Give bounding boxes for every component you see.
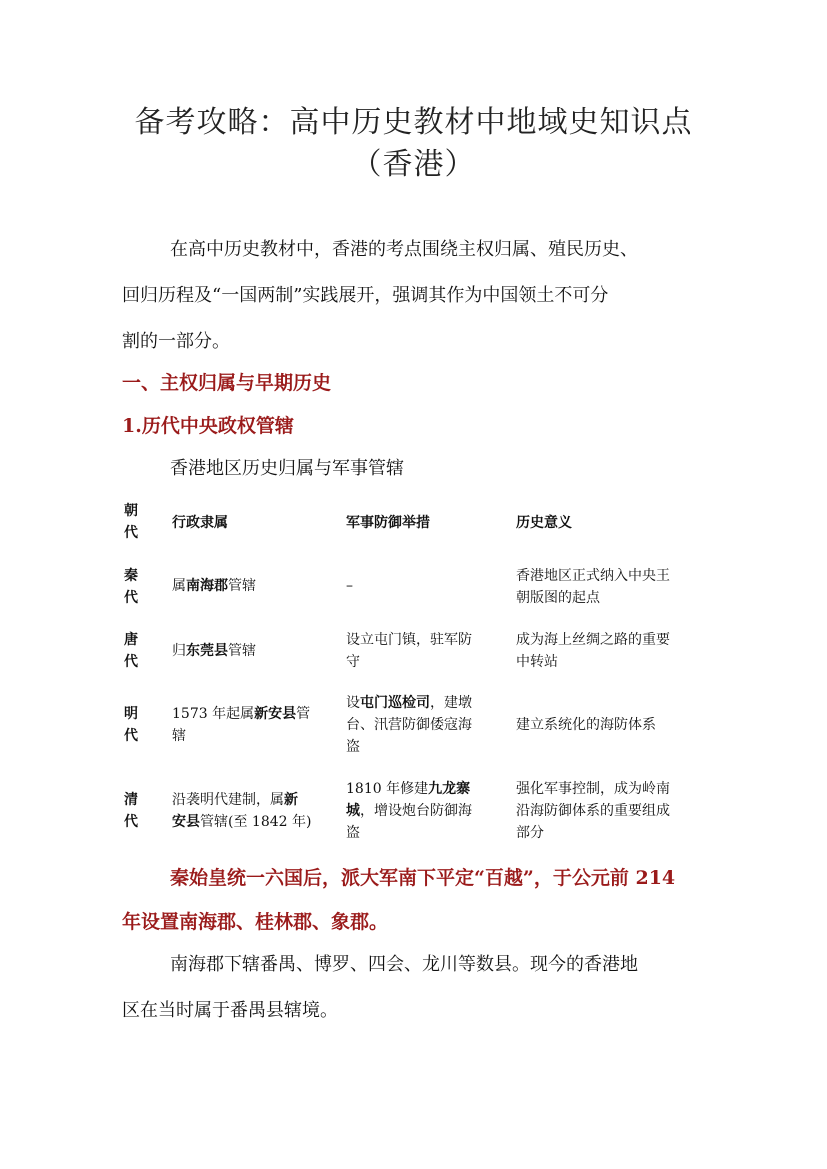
intro-line-2: 回归历程及“一国两制”实践展开，强调其作为中国领土不可分 bbox=[122, 285, 609, 306]
header-dynasty-1: 朝 bbox=[124, 503, 138, 519]
row-significance: 成为海上丝绸之路的重要 中转站 bbox=[516, 632, 670, 670]
document-title: 备考攻略：高中历史教材中地域史知识点 bbox=[134, 105, 693, 140]
row-admin: 沿袭明代建制，属新 安县管辖(至 1842 年) bbox=[172, 792, 312, 830]
row-military: – bbox=[346, 578, 353, 594]
row-admin: 归东莞县管辖 bbox=[172, 643, 256, 659]
header-admin: 行政隶属 bbox=[172, 515, 228, 531]
header-military: 军事防御举措 bbox=[346, 515, 430, 531]
intro-line-1: 在高中历史教材中，香港的考点围绕主权归属、殖民历史、 bbox=[170, 239, 638, 260]
closing-line-2: 区在当时属于番禺县辖境。 bbox=[122, 1000, 338, 1021]
highlight-line-2: 年设置南海郡、桂林郡、象郡。 bbox=[122, 911, 389, 933]
subsection-heading: 1.历代中央政权管辖 bbox=[122, 415, 294, 437]
section-heading: 一、主权归属与早期历史 bbox=[122, 372, 332, 394]
closing-line-1: 南海郡下辖番禺、博罗、四会、龙川等数县。现今的香港地 bbox=[170, 954, 638, 975]
row-admin: 1573 年起属新安县管 辖 bbox=[172, 706, 311, 744]
row-dynasty-2: 代 bbox=[124, 728, 138, 744]
row-significance: 强化军事控制，成为岭南 沿海防御体系的重要组成 部分 bbox=[516, 781, 670, 841]
document-subtitle: （香港） bbox=[351, 147, 476, 182]
header-significance: 历史意义 bbox=[516, 515, 572, 531]
header-dynasty-2: 代 bbox=[124, 525, 138, 541]
row-military: 设立屯门镇，驻军防 守 bbox=[346, 632, 472, 670]
row-dynasty-1: 唐 bbox=[124, 632, 138, 648]
row-dynasty-1: 清 bbox=[124, 792, 138, 808]
row-admin: 属南海郡管辖 bbox=[172, 578, 256, 594]
row-significance: 建立系统化的海防体系 bbox=[516, 717, 656, 733]
table-caption: 香港地区历史归属与军事管辖 bbox=[170, 458, 404, 479]
row-dynasty-1: 秦 bbox=[124, 568, 138, 584]
row-dynasty-1: 明 bbox=[124, 706, 138, 722]
row-dynasty-2: 代 bbox=[124, 590, 138, 606]
row-dynasty-2: 代 bbox=[124, 654, 138, 670]
row-significance: 香港地区正式纳入中央王 朝版图的起点 bbox=[516, 568, 670, 606]
intro-line-3: 割的一部分。 bbox=[122, 331, 230, 352]
highlight-line-1: 秦始皇统一六国后，派大军南下平定“百越”，于公元前 214 bbox=[170, 867, 676, 889]
row-military: 设屯门巡检司，建墩 台、汛营防御倭寇海 盗 bbox=[346, 695, 472, 755]
row-military: 1810 年修建九龙寨 城，增设炮台防御海 盗 bbox=[346, 781, 472, 841]
row-dynasty-2: 代 bbox=[124, 814, 138, 830]
